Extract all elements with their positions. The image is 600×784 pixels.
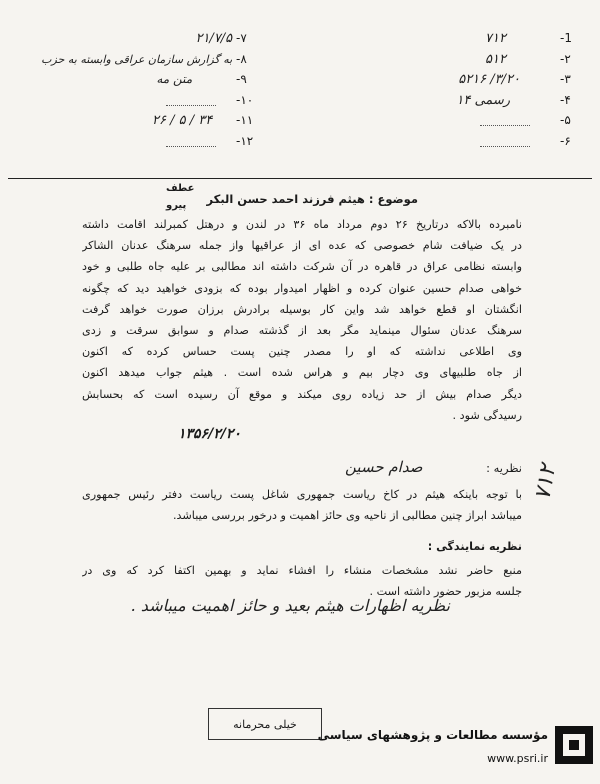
header-row: ۲۱/۷/۵ -۷ bbox=[195, 31, 247, 46]
opinion-label: نظریه : bbox=[486, 461, 522, 475]
body-line: سرهنگ عدنان سئوال مینماید مگر بعد از گذشته صدام و سوابق سرقت و زدی bbox=[82, 324, 522, 338]
header-row: متن مه -۹ bbox=[156, 72, 247, 86]
header-divider bbox=[8, 178, 592, 179]
header-left-list bbox=[18, 28, 258, 151]
institution-url: www.psri.ir bbox=[487, 752, 548, 765]
opinion-handwriting: صدام حسین bbox=[345, 458, 423, 476]
opinion-line bbox=[345, 458, 522, 476]
header-row: ۷۱۲ -1 bbox=[485, 31, 572, 46]
body-line: نامبرده بالاکه درتاریخ ۲۶ دوم مرداد ماه ۳۶ در لندن و درهتل کمبرلند اقامت داشته bbox=[82, 218, 522, 231]
body-line: انگشتان او قطع خواهد شد واین کار بوسیله برادرش برزان صورت خواهد گرفت bbox=[82, 302, 522, 316]
classification-stamp: خیلی محرمانه bbox=[208, 708, 322, 740]
body-line: دیگر صدام بیش از حد زیاده روی میکند و موقع آن رسیده است که بحسابش bbox=[82, 387, 522, 401]
margin-note: ۷۱۲ bbox=[530, 462, 562, 503]
body-line: منبع حاضر نشد مشخصات منشاء را افشاء نماید و بهمین اکتفا کرد که وی در bbox=[82, 564, 522, 577]
header-row: ۱۴ رسمی -۴ bbox=[456, 92, 571, 108]
header-row: ۲۶ / ۵ / ۳۴ -۱۱ bbox=[151, 113, 254, 128]
header-right-list bbox=[456, 28, 582, 151]
followup-label: پیرو bbox=[166, 200, 187, 211]
header-row: -۶ bbox=[456, 131, 582, 152]
header-row: به گزارش سازمان عراقی وابسته به حزب -۸ bbox=[41, 51, 247, 66]
header-row: -۵ bbox=[456, 110, 582, 131]
analysis-body bbox=[82, 484, 522, 526]
subject-line: موضوع : هیثم فرزند احمد حسن البکر bbox=[206, 192, 418, 206]
body-line: وابسته نظامی عراق در قاهره در آن شرکت داشته اند مطالبی بر علیه جاه طلبی و خود bbox=[82, 260, 522, 274]
report-body bbox=[82, 214, 522, 426]
body-line: در یک ضیافت شام خصوصی که عده ای از عراقیها واز جمله سرهنگ عدنان الشاکر bbox=[82, 239, 522, 253]
report-date: ۱۳۵۶/۲/۲۰ bbox=[178, 426, 241, 442]
body-line: از جاه طلبیهای وی دچار بیم و هراس شده است . هیثم جواب میدهد اکنون bbox=[82, 366, 522, 380]
handwritten-conclusion: نظریه اظهارات هیثم بعید و حائز اهمیت میباشد . bbox=[130, 596, 450, 615]
institution-name: مؤسسه مطالعات و پژوهشهای سیاسی bbox=[317, 728, 548, 742]
body-line: وی اطلاعی نداشته که او را مصدر چنین پست حساس کرده که اکنون bbox=[82, 345, 522, 359]
header-row: -۱۲ bbox=[18, 131, 258, 152]
agent-opinion-label: نظریه نمایندگی : bbox=[427, 540, 522, 553]
institution-logo bbox=[555, 726, 593, 764]
body-line: میباشد ابراز چنین مطالبی از ناحیه وی حائز اهمیت و درخور بررسی میباشد. bbox=[172, 509, 522, 523]
header-row: -۱۰ bbox=[18, 90, 258, 111]
body-line: جلسه مزبور حضور داشته است . bbox=[369, 585, 522, 599]
ref-label: عطف bbox=[166, 183, 195, 194]
body-line: رسیدگی شود . bbox=[452, 408, 522, 422]
body-line: خواهی صدام حسین عنوان کرده و اظهار امیدوار بوده که بزودی خواهید دید که چگونه bbox=[82, 281, 522, 295]
body-line: با توجه باینکه هیثم در کاخ ریاست جمهوری شاغل پست ریاست دفتر رئیس جمهوری bbox=[82, 488, 522, 501]
header-row: ۵۱۲ -۲ bbox=[485, 51, 571, 67]
header-row: ۵۲۱۶ /۳/۲۰ -۳ bbox=[458, 72, 571, 87]
